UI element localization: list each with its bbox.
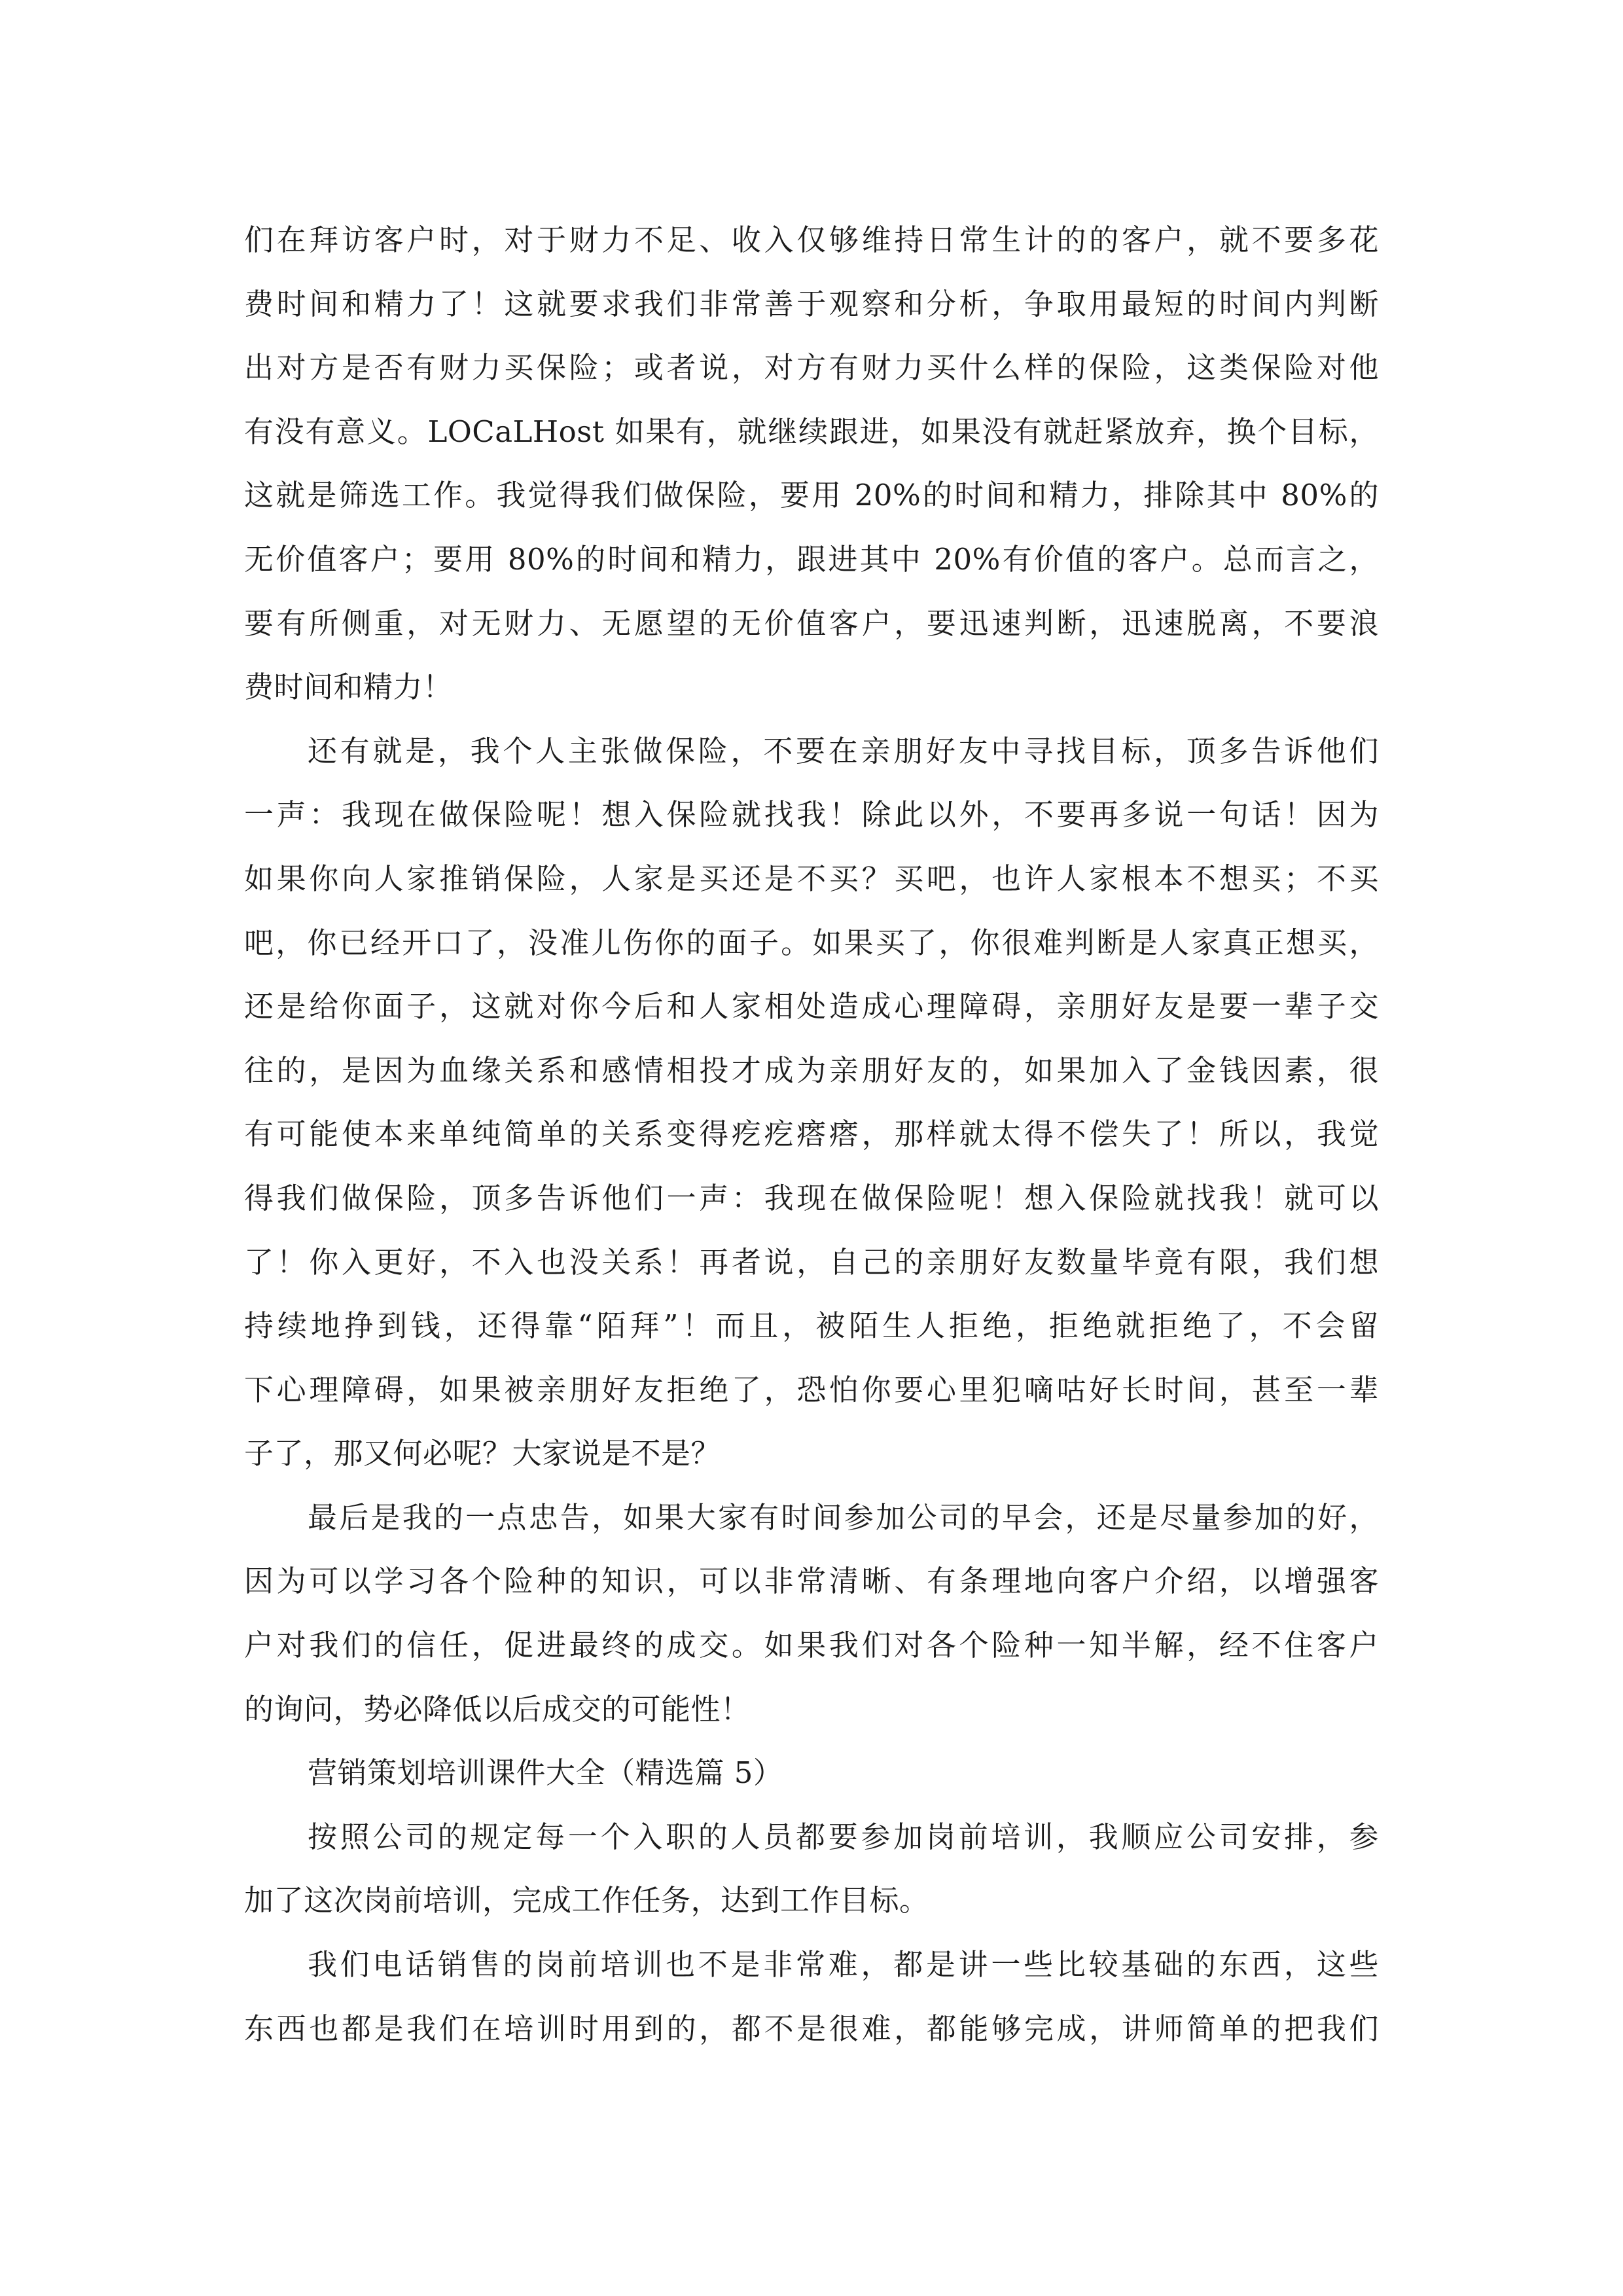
text-line: 费时间和精力！ [244,670,453,705]
text-line: 持续地挣到钱，还得靠“陌拜”！而且，被陌生人拒绝，拒绝就拒绝了，不会留 [244,1308,1379,1344]
text-line: 们在拜访客户时，对于财力不足、收入仅够维持日常生计的的客户，就不要多花 [244,223,1379,257]
text-line: 出对方是否有财力买保险；或者说，对方有财力买什么样的保险，这类保险对他 [244,350,1379,386]
text-line: 有可能使本来单纯简单的关系变得疙疙瘩瘩，那样就太得不偿失了！所以，我觉 [244,1117,1379,1152]
text-line: 了！你入更好，不入也没关系！再者说，自己的亲朋好友数量毕竟有限，我们想 [244,1244,1379,1280]
text-line: 吧，你已经开口了，没准儿伤你的面子。如果买了，你很难判断是人家真正想买， [244,925,1379,960]
text-line: 有没有意义。LOCaLHost 如果有，就继续跟进，如果没有就赶紧放弃，换个目标， [244,414,1379,449]
text-line: 因为可以学习各个险种的知识，可以非常清晰、有条理地向客户介绍，以增强客 [244,1564,1379,1599]
text-line: 还是给你面子，这就对你今后和人家相处造成心理障碍，亲朋好友是要一辈子交 [244,989,1379,1024]
document-body [244,208,1379,2060]
text-line: 户对我们的信任，促进最终的成交。如果我们对各个险种一知半解，经不住客户 [244,1628,1379,1663]
text-line: 这就是筛选工作。我觉得我们做保险，要用 20%的时间和精力，排除其中 80%的 [244,478,1379,513]
text-line: 一声：我现在做保险呢！想入保险就找我！除此以外，不要再多说一句话！因为 [244,797,1379,833]
text-line: 还有就是，我个人主张做保险，不要在亲朋好友中寻找目标，顶多告诉他们 [308,733,1379,768]
text-line: 子了，那又何必呢？大家说是不是？ [244,1436,721,1471]
text-line: 无价值客户；要用 80%的时间和精力，跟进其中 20%有价值的客户。总而言之， [244,541,1379,577]
text-line: 按照公司的规定每一个入职的人员都要参加岗前培训，我顺应公司安排，参 [308,1819,1379,1854]
text-line: 往的，是因为血缘关系和感情相投才成为亲朋好友的，如果加入了金钱因素，很 [244,1052,1379,1088]
text-line: 下心理障碍，如果被亲朋好友拒绝了，恐怕你要心里犯嘀咕好长时间，甚至一辈 [244,1372,1379,1407]
text-line: 营销策划培训课件大全（精选篇 5） [308,1755,783,1791]
text-line: 得我们做保险，顶多告诉他们一声：我现在做保险呢！想入保险就找我！就可以 [244,1180,1379,1215]
text-line: 的询问，势必降低以后成交的可能性！ [244,1691,751,1727]
text-line: 我们电话销售的岗前培训也不是非常难，都是讲一些比较基础的东西，这些 [308,1947,1379,1982]
text-line: 加了这次岗前培训，完成工作任务，达到工作目标。 [244,1883,929,1918]
text-line: 如果你向人家推销保险，人家是买还是不买？买吧，也许人家根本不想买；不买 [244,861,1379,896]
text-line: 最后是我的一点忠告，如果大家有时间参加公司的早会，还是尽量参加的好， [308,1499,1379,1535]
text-line: 费时间和精力了！这就要求我们非常善于观察和分析，争取用最短的时间内判断 [244,286,1379,321]
text-line: 东西也都是我们在培训时用到的，都不是很难，都能够完成，讲师简单的把我们 [244,2011,1379,2046]
text-line: 要有所侧重，对无财力、无愿望的无价值客户，要迅速判断，迅速脱离，不要浪 [244,605,1379,641]
